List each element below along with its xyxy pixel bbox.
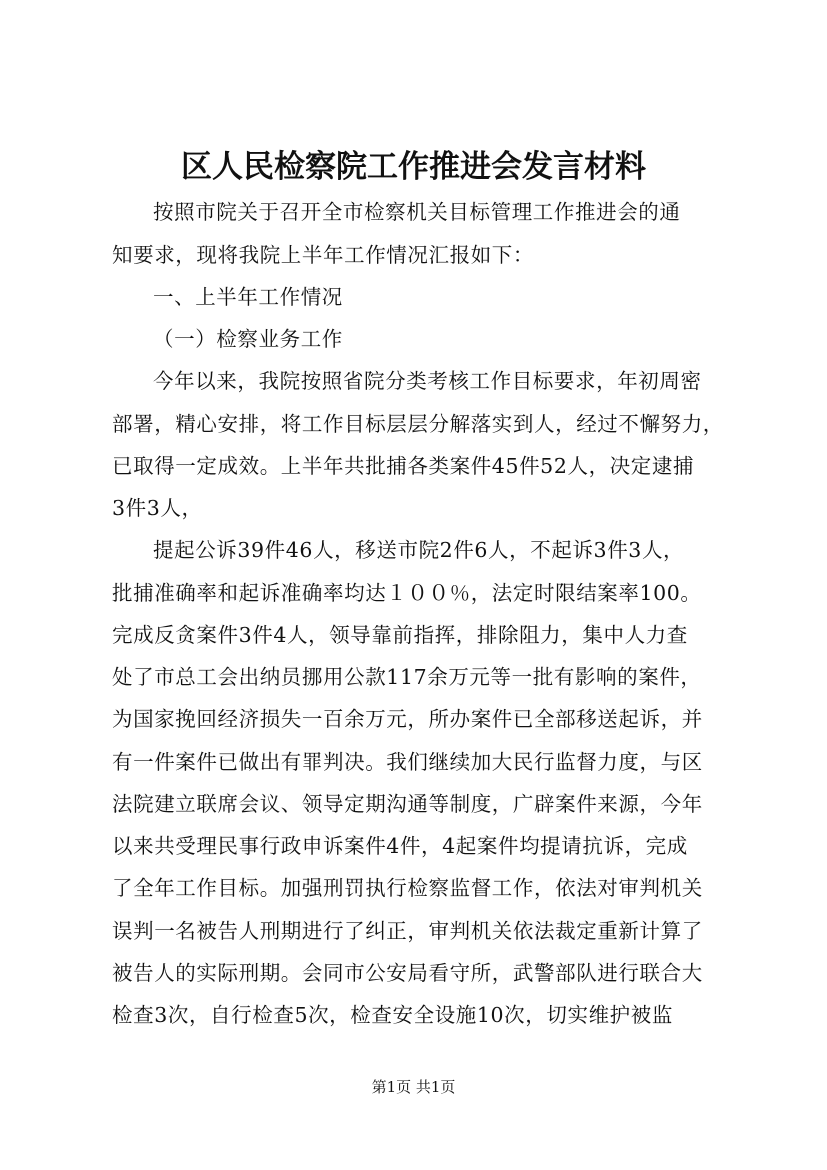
paragraph-line: 了全年工作目标。加强刑罚执行检察监督工作，依法对审判机关 [112,876,703,900]
paragraph-line: 批捕准确率和起诉准确率均达１００％，法定时限结案率100。 [112,581,702,605]
paragraph-line: 误判一名被告人刑期进行了纠正，审判机关依法裁定重新计算了 [112,919,703,943]
paragraph-line: 处了市总工会出纳员挪用公款117余万元等一批有影响的案件， [112,665,702,689]
paragraph-line: 按照市院关于召开全市检察机关目标管理工作推进会的通 [153,200,681,224]
paragraph-line: 3件3人， [112,496,203,520]
page-number-footer: 第1页 共1页 [371,1078,456,1096]
paragraph-line: 有一件案件已做出有罪判决。我们继续加大民行监督力度，与区 [112,750,703,774]
subsection-heading: （一）检察业务工作 [153,327,343,351]
paragraph-line: 完成反贪案件3件4人，领导靠前指挥，排除阻力，集中人力查 [112,623,688,647]
paragraph-line: 今年以来，我院按照省院分类考核工作目标要求，年初周密 [153,369,702,393]
paragraph-line: 以来共受理民事行政申诉案件4件，4起案件均提请抗诉，完成 [112,834,688,858]
paragraph-line: 被告人的实际刑期。会同市公安局看守所，武警部队进行联合大 [112,961,703,985]
paragraph-line: 知要求，现将我院上半年工作情况汇报如下： [112,243,534,267]
paragraph-line: 法院建立联席会议、领导定期沟通等制度，广辟案件来源，今年 [112,792,703,816]
paragraph-line: 为国家挽回经济损失一百余万元，所办案件已全部移送起诉，并 [112,707,703,731]
paragraph-line: 部署，精心安排，将工作目标层层分解落实到人，经过不懈努力， [112,412,724,436]
document-title: 区人民检察院工作推进会发言材料 [181,149,646,185]
paragraph-line: 已取得一定成效。上半年共批捕各类案件45件52人，决定逮捕 [112,454,695,478]
paragraph-line: 提起公诉39件46人，移送市院2件6人，不起诉3件3人， [153,538,685,562]
section-heading: 一、上半年工作情况 [153,285,343,309]
paragraph-line: 检查3次，自行检查5次，检查安全设施10次，切实维护被监 [112,1003,673,1027]
